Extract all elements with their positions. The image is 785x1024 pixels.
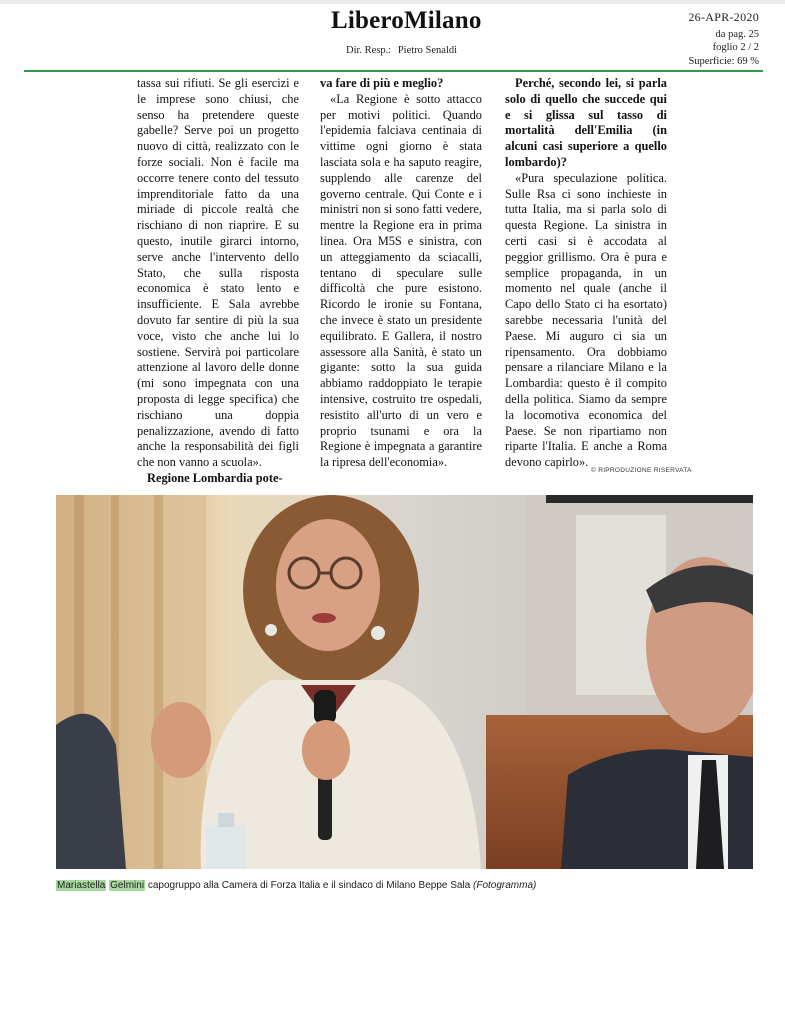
newspaper-logo: LiberoMilano (331, 7, 482, 34)
caption-name-first: Mariastella (57, 880, 106, 891)
column-1-text: tassa sui rifiuti. Se gli esercizi e le imprese sono chiusi, che senso ha pretendere queste gabelle? Serve poi un progetto nuovo di città, realizzato con le forze sociali. Non è facile ma occorre tenere conto del tessuto imprenditoriale fatto da una miriade di piccole realtà che rischiano di non riaprire. E su questo, inutile girarci intorno, serve anche l'intervento dello Stato, che sulla risposta economica è stato lento e insufficiente. E Sala avrebbe dovuto far sentire di più la sua voce, visto che anche lui lo sostiene. Servirà poi particolare attenzione al lavoro delle donne (mi sono impegnata con una proposta di legge specifica) che rischiano una doppia penalizzazione, avendo di fatto anche la responsabilità dei figli che non vanno a scuola». (137, 76, 299, 470)
question-heading-3: Perché, secondo lei, si parla solo di quello che succede qui e si glissa sul tasso di mortalità dell'Emilia (in alcuni casi superiore a quello lombardo)? (505, 76, 667, 169)
question-heading-2: Regione Lombardia pote- (147, 470, 283, 485)
clipping-meta (688, 11, 759, 68)
sheet-ref: foglio 2 / 2 (712, 42, 759, 53)
caption-name-last: Gelmini (110, 880, 145, 891)
caption-source: (Fotogramma) (473, 880, 537, 891)
question-heading-2-cont: va fare di più e meglio? (320, 76, 444, 90)
surface-ref: Superficie: 69 % (688, 55, 759, 67)
article-column-2 (320, 76, 482, 471)
article-column-1 (137, 76, 299, 487)
header-rule (24, 70, 763, 72)
page-ref: da pag. 25 (715, 28, 759, 40)
photo-caption (56, 880, 756, 891)
caption-text: capogruppo alla Camera di Forza Italia e il sindaco di Milano Beppe Sala (145, 880, 474, 891)
director-name: Pietro Senaldi (397, 45, 458, 56)
director-label: Dir. Resp.: (346, 45, 392, 56)
column-2-text: «La Regione è sotto attacco per motivi politici. Quando l'epidemia falciava centinaia di vittime ogni giorno è stata lasciata sola e ha saputo reagire, supplendo alle carenze del governo centrale. Qui Conte e i ministri non si sono fatti vedere, mentre la Regione era in prima linea. Ora M5S e sinistra, con un atteggiamento da sciacalli, tentano di speculare sulle difficoltà che pure esistono. Ricordo le ironie su Fontana, che invece è stato un presidente equilibrato. E Gallera, il nostro assessore alla Sanità, è stato un gigante: sotto la sua guida abbiamo raddoppiato le terapie intensive, costruito tre ospedali, resistito all'urto di un vero e proprio tsunami e ora la Regione è impegnata a garantire la ripresa dell'economia». (320, 91, 482, 470)
issue-date: 26-APR-2020 (688, 10, 759, 24)
article-column-3 (505, 76, 667, 471)
column-3-text: «Pura speculazione politica. Sulle Rsa ci sono inchieste in tutta Italia, ma si parla solo di questa Regione. La sinistra in certi casi si è accodata al peggior grillismo. Ora è pura e semplice propaganda, in un momento nel quale (anche il Capo dello Stato ci ha esortato) sarebbe necessaria l'unità del Paese. Mi auguro ci sia un ripensamento. Ora dobbiamo pensare a rilanciare Milano e la Lombardia: questo è il compito della politica. Siamo da sempre la locomotiva economica del Paese. Se non ripartiamo non riparte l'Italia. E anche a Roma devono capirlo». (505, 170, 667, 470)
masthead (0, 4, 785, 74)
article-photo (56, 495, 753, 869)
director-line (346, 45, 461, 56)
copyright-notice: © RIPRODUZIONE RISERVATA (591, 467, 692, 474)
